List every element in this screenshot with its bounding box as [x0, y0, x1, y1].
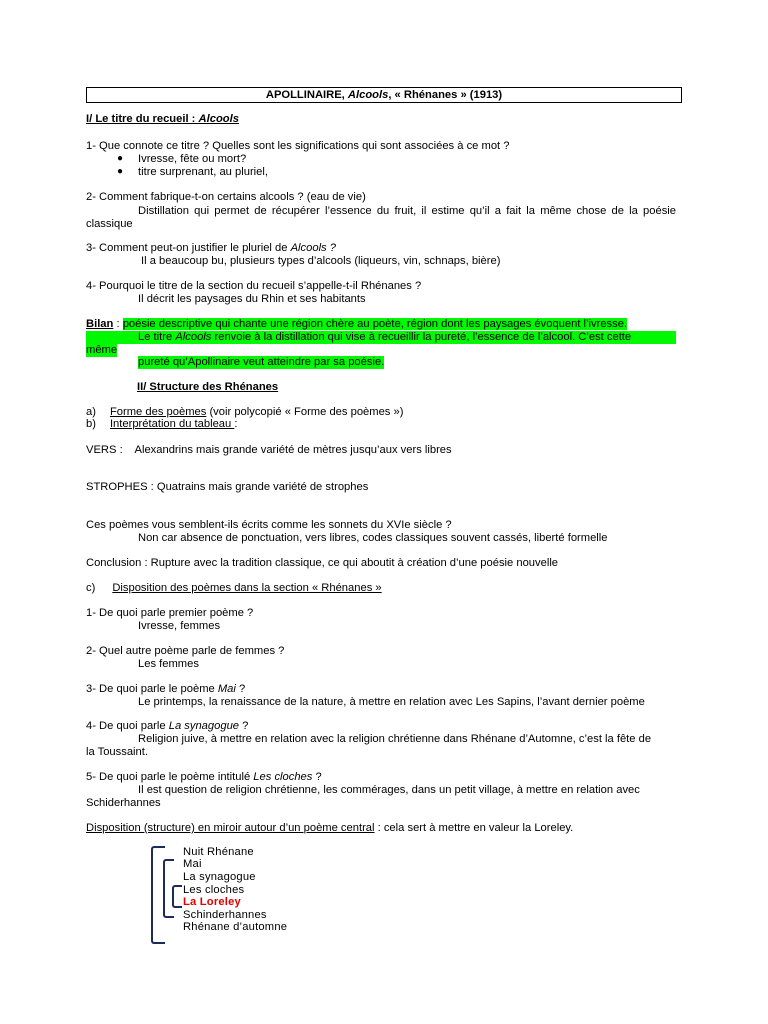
- answer-2: Distillation qui permet de récupérer l’essence du fruit, il estime qu’il a fait la même chose de la poésie classique: [86, 205, 676, 230]
- poem-question-1: 1- De quoi parle premier poème ?: [86, 607, 254, 619]
- poem-question-3: 3- De quoi parle le poème Mai ?: [86, 683, 246, 695]
- bilan-line-1: Bilan : poésie descriptive qui chante une région chère au poète, région dont les paysages évoquent l’ivresse.: [86, 318, 628, 330]
- section-1-heading: I/ Le titre du recueil : Alcools: [86, 113, 239, 125]
- bilan-line-2: Le titre Alcools renvoie à la distillation qui vise à recueillir la pureté, l’essence de l’alcool. C’est cette: [86, 331, 676, 344]
- poem-item-la-synagogue: La synagogue: [183, 871, 256, 883]
- question-4: 4- Pourquoi le titre de la section du recueil s’appelle-t-il Rhénanes ?: [86, 280, 422, 292]
- poem-question-2: 2- Quel autre poème parle de femmes ?: [86, 645, 285, 657]
- poem-item-les-cloches: Les cloches: [183, 884, 245, 896]
- answer-1-bullet-1: Ivresse, fête ou mort?: [138, 153, 247, 165]
- question-3: 3- Comment peut-on justifier le pluriel de Alcools ?: [86, 242, 336, 254]
- poem-answer-2: Les femmes: [138, 658, 199, 670]
- question-1: 1- Que connote ce titre ? Quelles sont les significations qui sont associées à ce mot ?: [86, 140, 510, 152]
- poem-answer-4: Religion juive, à mettre en relation avec la religion chrétienne dans Rhénane d’Automne, c’est la fête de: [138, 733, 652, 745]
- poem-question-4: 4- De quoi parle La synagogue ?: [86, 720, 249, 732]
- strophes-line: STROPHES : Quatrains mais grande variété de strophes: [86, 481, 369, 493]
- poem-answer-5: Il est question de religion chrétienne, les commérages, dans un petit village, à mettre en relation avec: [138, 784, 640, 796]
- question-2: 2- Comment fabrique-t-on certains alcools ? (eau de vie): [86, 191, 366, 203]
- section-2-heading: II/ Structure des Rhénanes: [137, 381, 279, 393]
- answer-4: Il décrit les paysages du Rhin et ses habitants: [138, 293, 366, 305]
- disposition-line: Disposition (structure) en miroir autour d’un poème central : cela sert à mettre en valeur la Loreley.: [86, 822, 574, 834]
- poem-answer-3: Le printemps, la renaissance de la nature, à mettre en relation avec Les Sapins, l’avant dernier poème: [138, 696, 645, 708]
- poem-answer-5-cont: Schiderhannes: [86, 797, 161, 809]
- list-item-b: b) Interprétation du tableau :: [86, 418, 238, 430]
- vers-line: VERS : Alexandrins mais grande variété de mètres jusqu’aux vers libres: [86, 444, 452, 456]
- poem-item-rhenane-dautomne: Rhénane d’automne: [183, 921, 288, 933]
- conclusion-line: Conclusion : Rupture avec la tradition classique, ce qui aboutit à création d’une poésie nouvelle: [86, 557, 559, 569]
- poem-item-la-loreley: La Loreley: [183, 896, 241, 908]
- sonnets-answer: Non car absence de ponctuation, vers libres, codes classiques souvent cassés, liberté formelle: [138, 532, 608, 544]
- answer-3: Il a beaucoup bu, plusieurs types d’alcools (liqueurs, vin, schnaps, bière): [141, 255, 501, 267]
- poem-answer-4-cont: la Toussaint.: [86, 746, 148, 758]
- document-title: APOLLINAIRE, Alcools, « Rhénanes » (1913): [86, 87, 682, 103]
- poem-item-mai: Mai: [183, 858, 202, 870]
- poem-item-nuit-rhenane: Nuit Rhénane: [183, 846, 254, 858]
- bilan-line-4: pureté qu’Apollinaire veut atteindre par sa poésie.: [138, 356, 385, 368]
- list-item-a: a) Forme des poèmes (voir polycopié « Forme des poèmes »): [86, 406, 404, 418]
- bullet-icon: ●: [117, 166, 124, 177]
- poem-answer-1: Ivresse, femmes: [138, 620, 221, 632]
- poem-question-5: 5- De quoi parle le poème intitulé Les cloches ?: [86, 771, 322, 783]
- inner-bracket: [172, 885, 182, 908]
- sonnets-question: Ces poèmes vous semblent-ils écrits comme les sonnets du XVIe siècle ?: [86, 519, 452, 531]
- bilan-line-3: même: [86, 344, 118, 356]
- list-item-c: c) Disposition des poèmes dans la section « Rhénanes »: [86, 582, 382, 594]
- poem-item-schinderhannes: Schinderhannes: [183, 909, 267, 921]
- bullet-icon: ●: [117, 153, 124, 164]
- answer-1-bullet-2: titre surprenant, au pluriel,: [138, 166, 268, 178]
